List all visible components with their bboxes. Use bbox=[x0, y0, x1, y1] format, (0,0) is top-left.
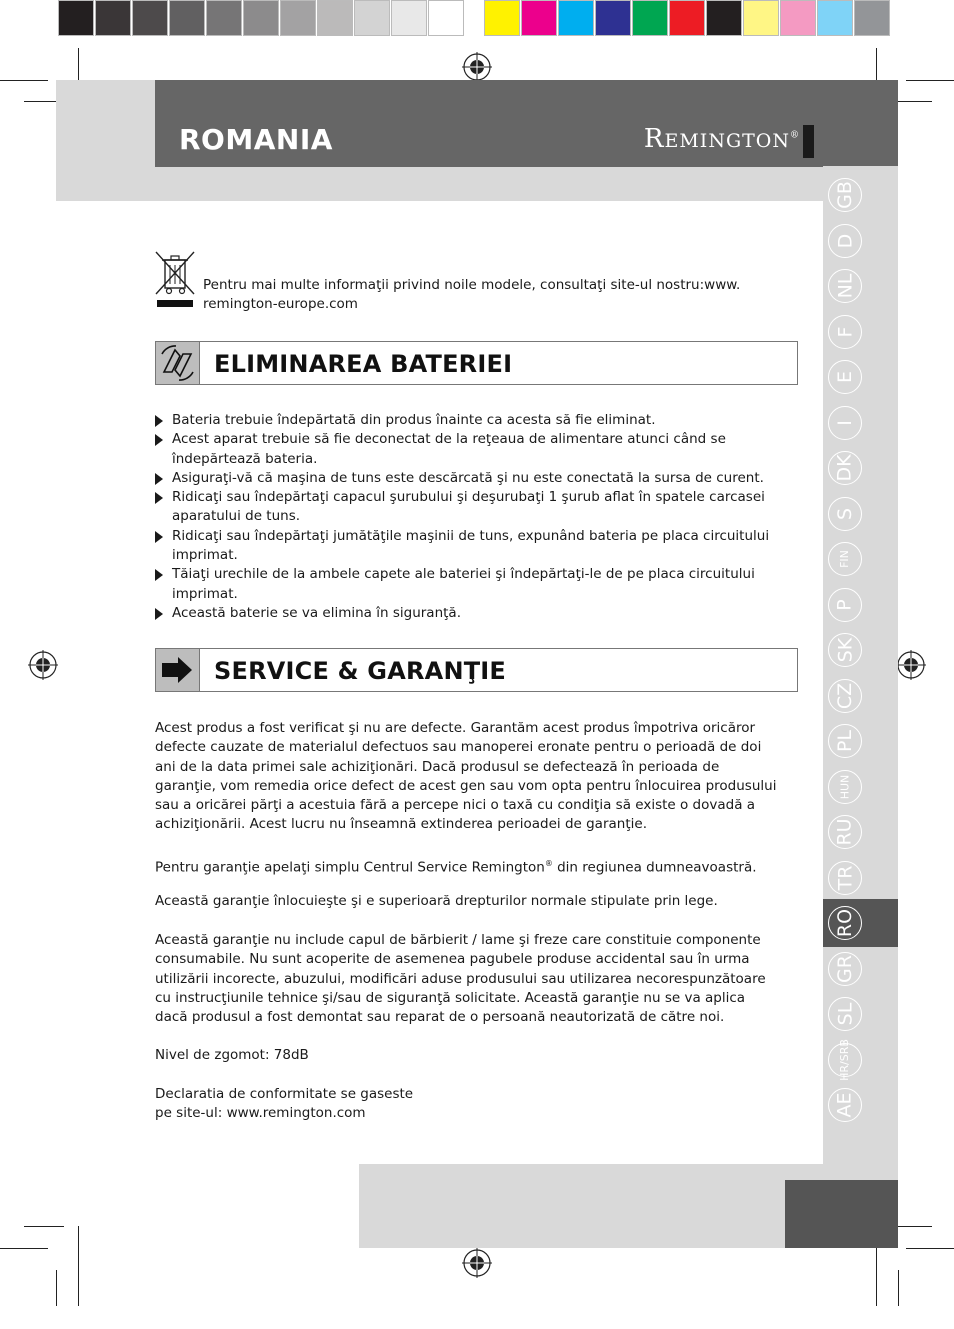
lang-tab-label: FIN bbox=[838, 550, 851, 568]
color-swatch bbox=[780, 0, 816, 36]
color-swatch-strip bbox=[484, 0, 891, 38]
lang-tab-label: D bbox=[833, 233, 856, 248]
color-swatch bbox=[743, 0, 779, 36]
lang-tab-s[interactable] bbox=[828, 497, 862, 531]
lang-tab-hun[interactable] bbox=[828, 770, 862, 804]
declaration-line-2: pe site-ul: www.remington.com bbox=[155, 1105, 366, 1122]
gray-swatch bbox=[317, 0, 353, 36]
lang-tab-label: HR/SRB bbox=[838, 1038, 852, 1081]
battery-step: Această baterie se va elimina în siguranţă. bbox=[155, 604, 775, 623]
lang-tab-label: NL bbox=[834, 273, 856, 299]
registration-mark-icon bbox=[28, 650, 58, 680]
lang-tab-p[interactable] bbox=[828, 588, 862, 622]
crop-mark bbox=[0, 80, 48, 81]
brand-bar bbox=[803, 125, 814, 158]
lang-tab-ae[interactable] bbox=[828, 1088, 862, 1122]
lang-tab-e[interactable] bbox=[828, 360, 862, 394]
gray-swatch bbox=[354, 0, 390, 36]
lang-tab-label: PL bbox=[833, 729, 856, 753]
arrow-right-icon bbox=[156, 649, 200, 691]
warranty-paragraph-2 bbox=[155, 854, 780, 878]
lang-tab-label: P bbox=[834, 598, 856, 611]
crop-mark bbox=[906, 80, 954, 81]
battery-step: Bateria trebuie îndepărtată din produs înainte ca acesta să fie eliminat. bbox=[155, 411, 775, 430]
color-swatch bbox=[632, 0, 668, 36]
gray-swatch bbox=[206, 0, 242, 36]
lang-tab-label: F bbox=[834, 326, 856, 337]
service-section-header bbox=[155, 648, 798, 692]
lang-tab-ro[interactable] bbox=[828, 906, 862, 940]
crop-mark bbox=[0, 1248, 48, 1249]
lang-tab-tr[interactable] bbox=[828, 861, 862, 895]
brand-registered-mark: ® bbox=[790, 130, 800, 141]
lang-tab-label: DK bbox=[834, 454, 856, 482]
gray-swatch-strip bbox=[58, 0, 465, 38]
lang-tab-f[interactable] bbox=[828, 315, 862, 349]
crop-mark bbox=[78, 1226, 79, 1306]
crop-mark bbox=[906, 1248, 954, 1249]
lang-tab-sk[interactable] bbox=[828, 633, 862, 667]
language-tabs bbox=[823, 166, 898, 1166]
color-swatch bbox=[817, 0, 853, 36]
battery-step: Ridicaţi sau îndepărtaţi capacul şurubului şi deşurubaţi 1 şurub aflat în spatele carcasei aparatului de tuns. bbox=[155, 488, 775, 527]
lang-tab-fin[interactable] bbox=[828, 542, 862, 576]
gray-swatch bbox=[169, 0, 205, 36]
warranty-paragraph-4: Această garanţie nu include capul de bărbierit / lame şi freze care constituie componente consumabile. Nu sunt acoperite de asemenea pagubele produse accidental sau în urma utilizării incorecte, abuzului, modificări aduse produsului sau utilizarea necorespunzătoare cu instrucţiunile tehnice şi/sau de siguranţă solicitate. Această garanţie nu se va aplica dacă produsul a fost demontat sau reparat de o persoană neautorizată de către noi. bbox=[155, 932, 766, 1026]
warranty-p2-text-end: din regiunea dumneavoastră. bbox=[552, 859, 757, 876]
lang-tab-gb[interactable] bbox=[828, 178, 862, 212]
lang-tab-cz[interactable] bbox=[828, 679, 862, 713]
registered-mark: ® bbox=[544, 859, 553, 868]
color-swatch bbox=[484, 0, 520, 36]
lang-tab-label: HUN bbox=[838, 774, 851, 799]
page-title: ROMANIA bbox=[179, 123, 333, 156]
color-swatch bbox=[595, 0, 631, 36]
declaration-line-1: Declaratia de conformitate se gaseste bbox=[155, 1086, 414, 1102]
page-number-block bbox=[785, 1180, 898, 1248]
header-bar bbox=[155, 80, 898, 167]
battery-step: Tăiaţi urechile de la ambele capete ale bateriei şi îndepărtaţi-le de pe placa circuitului imprimat. bbox=[155, 565, 775, 604]
crop-mark bbox=[24, 1226, 64, 1227]
gray-swatch bbox=[280, 0, 316, 36]
color-swatch bbox=[669, 0, 705, 36]
brand-initial: R bbox=[643, 124, 665, 154]
gray-swatch bbox=[391, 0, 427, 36]
lang-tab-hr-srb[interactable] bbox=[828, 1038, 862, 1081]
weee-bin-icon bbox=[154, 250, 196, 312]
lang-tab-label: E bbox=[833, 370, 856, 384]
lang-tab-label: SL bbox=[834, 1002, 856, 1026]
crop-mark bbox=[892, 101, 932, 102]
declaration-conformity bbox=[155, 1085, 780, 1124]
battery-step: Ridicaţi sau îndepărtaţi jumătăţile maşinii de tuns, expunând bateria pe placa circuitului imprimat. bbox=[155, 527, 775, 566]
gray-swatch bbox=[58, 0, 94, 36]
gray-swatch bbox=[132, 0, 168, 36]
gray-swatch bbox=[95, 0, 131, 36]
lang-tab-label: S bbox=[834, 507, 856, 520]
lang-tab-i[interactable] bbox=[828, 406, 862, 440]
lang-tab-label: GR bbox=[834, 954, 856, 983]
color-swatch bbox=[558, 0, 594, 36]
brand-rest: EMINGTON bbox=[664, 130, 790, 152]
registration-mark-icon bbox=[896, 650, 926, 680]
lang-tab-nl[interactable] bbox=[828, 269, 862, 303]
lang-tab-label: CZ bbox=[833, 682, 856, 709]
lang-tab-pl[interactable] bbox=[828, 724, 862, 758]
battery-recycle-icon bbox=[156, 342, 200, 384]
service-section-title: SERVICE & GARANŢIE bbox=[214, 657, 507, 685]
battery-section-title: ELIMINAREA BATERIEI bbox=[214, 350, 513, 378]
gray-swatch bbox=[243, 0, 279, 36]
battery-steps-list bbox=[155, 411, 775, 623]
brand-logo bbox=[644, 124, 800, 154]
lang-tab-label: SK bbox=[834, 637, 856, 663]
lang-tab-ru[interactable] bbox=[828, 815, 862, 849]
lang-tab-sl[interactable] bbox=[828, 997, 862, 1031]
battery-step: Acest aparat trebuie să fie deconectat de la reţeaua de alimentare atunci când se îndepărtează bateria. bbox=[155, 430, 775, 469]
color-swatch bbox=[521, 0, 557, 36]
warranty-paragraph-1: Acest produs a fost verificat şi nu are defecte. Garantăm acest produs împotriva oricăror defecte cauzate de materialul defectuos sau manoperei eronate pentru o perioadă de doi ani de la data primei sale achiziţionări. Dacă produsul se defectează în perioada de garanţie, vom remedia orice defect de acest gen sau vom opta pentru înlocuirea produsului sau a oricărei părţi a acestuia fără a percepe nici o taxă cu condiţia să existe o dovadă a achiziţionării. Acest lucru nu înseamnă extinderea perioadei de garanţie. bbox=[155, 720, 777, 833]
warranty-p2-text: Pentru garanţie apelaţi simplu Centrul Service Remington bbox=[155, 859, 545, 876]
registration-mark-icon bbox=[462, 52, 492, 82]
gray-swatch bbox=[428, 0, 464, 36]
crop-mark bbox=[892, 1226, 932, 1227]
lang-tab-d[interactable] bbox=[828, 224, 862, 258]
warranty-paragraph-3: Această garanţie înlocuieşte şi e superioară drepturilor normale stipulate prin lege. bbox=[155, 893, 718, 909]
noise-level: Nivel de zgomot: 78dB bbox=[155, 1047, 309, 1063]
recycle-notice: Pentru mai multe informaţii privind noile modele, consultaţi site-ul nostru:www. remington-europe.com bbox=[203, 277, 741, 313]
battery-section-header bbox=[155, 341, 798, 385]
color-swatch bbox=[706, 0, 742, 36]
lang-tab-label: AE bbox=[833, 1092, 856, 1118]
lang-tab-label: RU bbox=[833, 818, 856, 846]
lang-tab-label: TR bbox=[834, 865, 856, 890]
registration-mark-icon bbox=[462, 1248, 492, 1278]
lang-tab-gr[interactable] bbox=[828, 952, 862, 986]
crop-mark bbox=[56, 1270, 57, 1306]
lang-tab-label: RO bbox=[833, 908, 856, 938]
lang-tab-label: GB bbox=[833, 181, 856, 209]
crop-mark bbox=[898, 1270, 899, 1306]
lang-tab-label: I bbox=[833, 419, 856, 426]
battery-step: Asiguraţi-vă că maşina de tuns este descărcată şi nu este conectată la sursa de curent. bbox=[155, 469, 775, 488]
lang-tab-dk[interactable] bbox=[828, 451, 862, 485]
color-swatch bbox=[854, 0, 890, 36]
